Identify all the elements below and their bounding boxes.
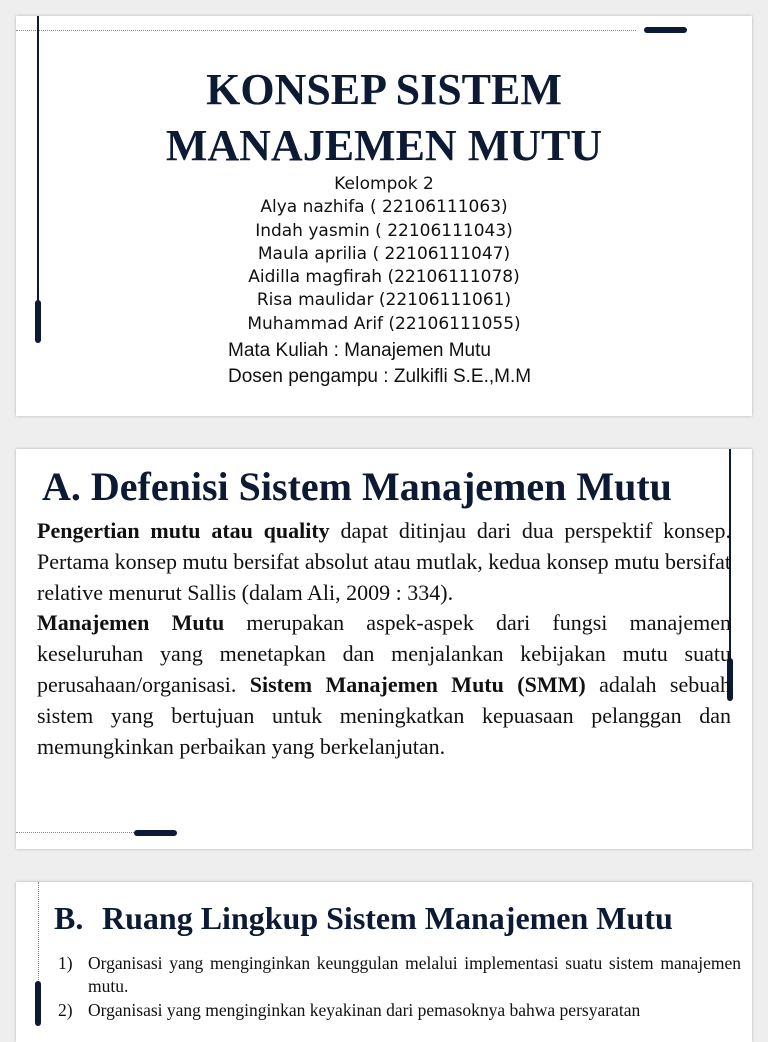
paragraph — [37, 608, 731, 762]
group-members — [16, 173, 752, 336]
left-accent-bar — [35, 981, 41, 1026]
list-item — [58, 999, 741, 1022]
list-text: Organisasi yang menginginkan keunggulan melalui implementasi suatu sistem manajemen mutu. — [88, 953, 741, 996]
section-number: B. — [54, 900, 84, 936]
group-name: Kelompok 2 — [334, 174, 434, 194]
section-title — [54, 898, 673, 938]
list-number: 2) — [58, 1000, 73, 1020]
presentation-title — [16, 62, 752, 174]
member-item: Aidilla magfirah (22106111078) — [248, 267, 520, 288]
member-item: Indah yasmin ( 22106111043) — [255, 220, 513, 241]
bold-term: Pengertian mutu atau quality — [37, 518, 330, 543]
bottom-dotted-line — [16, 832, 134, 833]
paragraph-text: merupakan aspek-aspek dari fungsi manajemen keseluruhan yang menetapkan dan menjalankan kebijakan mutu suatu perusahaan/organisasi. — [37, 610, 732, 697]
member-item: Risa maulidar (22106111061) — [256, 290, 512, 311]
paragraph-text: dapat ditinjau dari dua perspektif konsep. Pertama konsep mutu bersifat absolut atau mutlak, kedua konsep mutu bersifat relative menurut Sallis (dalam Ali, 2009 : 334). — [37, 518, 731, 605]
list-item — [58, 952, 741, 998]
paragraph-text: adalah sebuah sistem yang bertujuan untuk meningkatkan kepuasaan pelanggan dan memungkinkan perbaikan yang berkelanjutan. — [37, 671, 731, 759]
member-item: Alya nazhifa ( 22106111063) — [260, 197, 508, 218]
course-name: Mata Kuliah : Manajemen Mutu — [228, 340, 491, 361]
top-dotted-line — [16, 30, 636, 31]
scope-list — [58, 952, 741, 1023]
lecturer-name: Dosen pengampu : Zulkifli S.E.,M.M — [228, 366, 532, 387]
bottom-accent-bar — [134, 830, 177, 836]
paragraph — [37, 516, 731, 608]
list-text: Organisasi yang menginginkan keyakinan dari pemasoknya bahwa persyaratan — [88, 1000, 641, 1020]
bold-term: Manajemen Mutu — [37, 610, 225, 636]
title-line: MANAJEMEN MUTU — [165, 121, 603, 170]
slide-scope — [16, 882, 752, 1042]
member-item: Muhammad Arif (22106111055) — [247, 313, 521, 334]
top-accent-bar — [644, 27, 687, 33]
bold-term: Sistem Manajemen Mutu (SMM) — [249, 671, 586, 697]
list-number: 1) — [58, 953, 73, 973]
member-item: Maula aprilia ( 22106111047) — [257, 243, 511, 264]
section-title-text: Ruang Lingkup Sistem Manajemen Mutu — [102, 900, 673, 936]
slide-title — [16, 16, 752, 416]
section-title: A. Defenisi Sistem Manajemen Mutu — [42, 464, 672, 509]
course-info — [228, 338, 531, 390]
title-line: KONSEP SISTEM — [206, 65, 562, 114]
definition-body — [37, 516, 731, 762]
left-dotted-line — [38, 882, 39, 982]
slide-definition — [16, 449, 752, 849]
